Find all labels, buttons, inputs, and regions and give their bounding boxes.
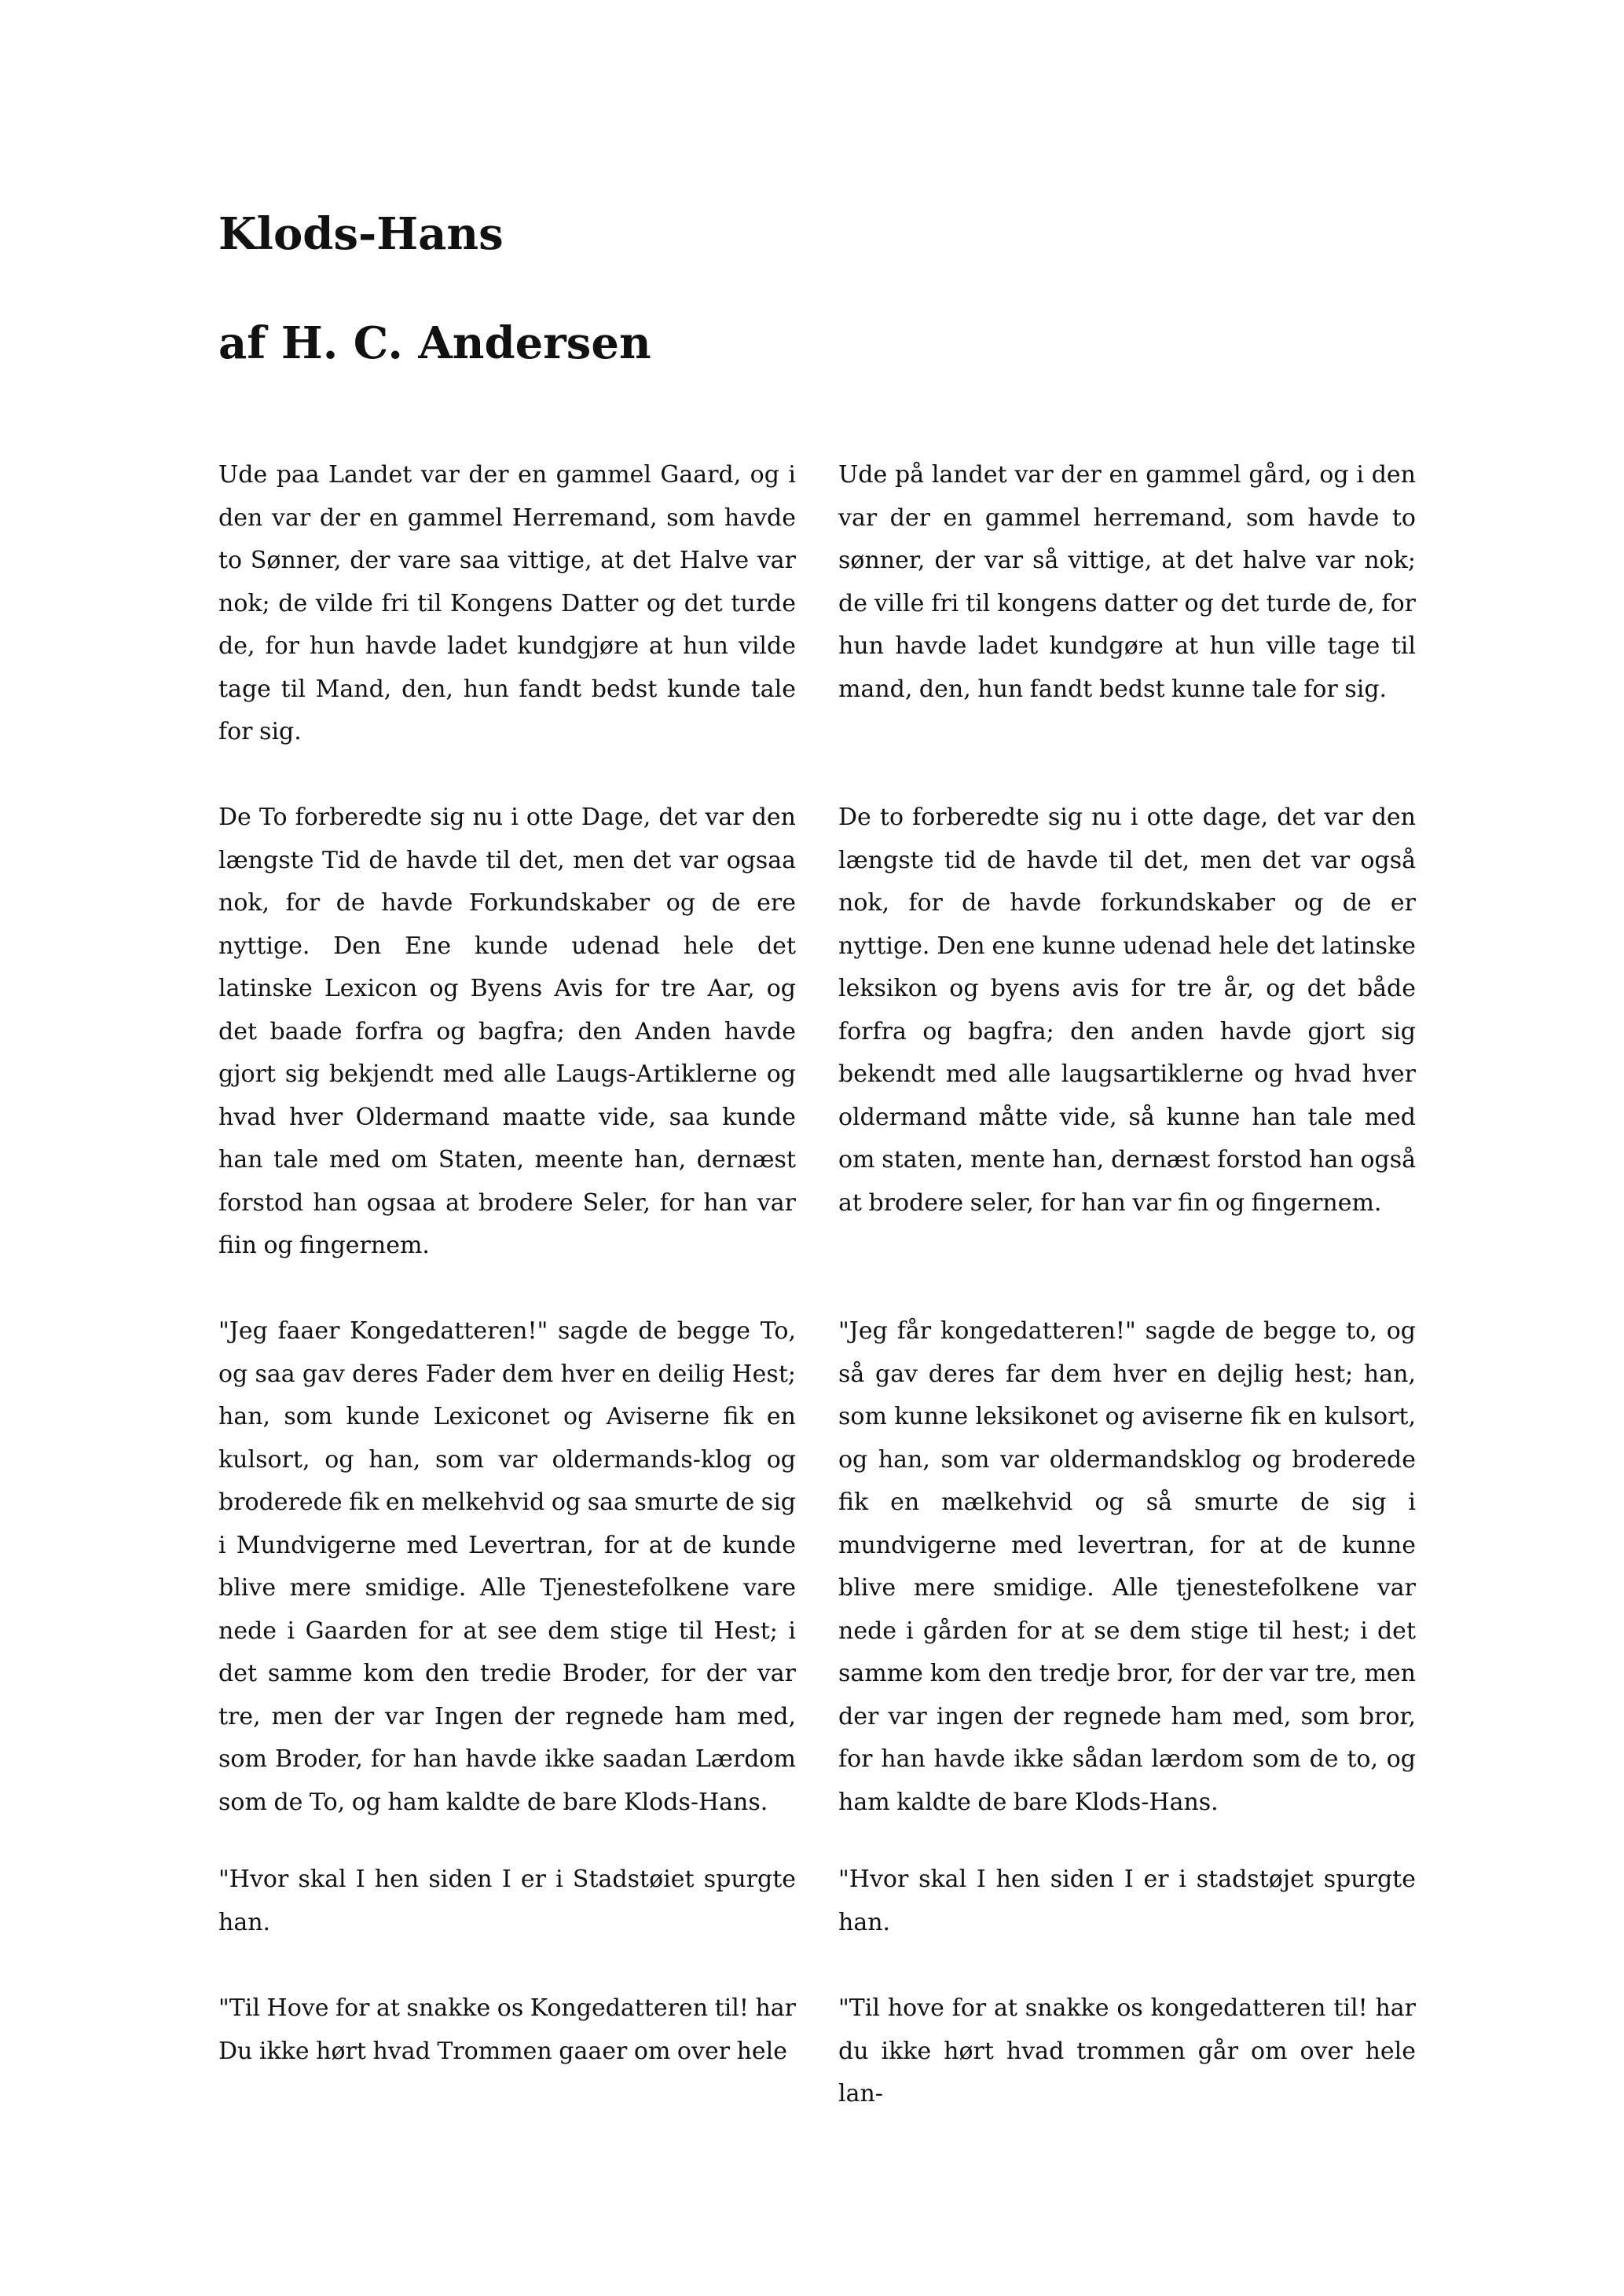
original-paragraph-5: "Til Hove for at snakke os Kongedatteren til! har Du ikke hørt hvad Trommen gaaer om over hele <box>218 1994 796 2065</box>
modern-paragraph-5: "Til hove for at snakke os kongedatteren til! har du ikke hørt hvad trommen går om over hele lan- <box>838 1994 1416 2107</box>
modern-paragraph-3: "Jeg får kongedatteren!" sagde de begge to, og så gav deres far dem hver en dejlig hest; han, som kunne leksikonet og aviserne fik en kulsort, og han, som var oldermandsklog og broderede fik en mælkehvid og så smurte de sig i mundvigerne med levertran, for at de kunne blive mere smidige. Alle tjenestefolkene var nede i gården for at se dem stige til hest; i det samme kom den tredje bror, for der var tre, men der var ingen der regnede ham med, som bror, for han havde ikke sådan lærdom som de to, og ham kaldte de bare Klods-Hans. <box>838 1317 1416 1816</box>
original-paragraph-2: De To forberedte sig nu i otte Dage, det var den længste Tid de havde til det, men det var ogsaa nok, for de havde Forkundskaber og de ere nyttige. Den Ene kunde udenad hele det latinske Lexicon og Byens Avis for tre Aar, og det baade forfra og bagfra; den Anden havde gjort sig bekjendt med alle Laugs-Artiklerne og hvad hver Oldermand maatte vide, saa kunde han tale med om Staten, meente han, dernæst forstod han ogsaa at brodere Seler, for han var fiin og fingernem. <box>218 804 796 1259</box>
original-paragraph-3: "Jeg faaer Kongedatteren!" sagde de begge To, og saa gav deres Fader dem hver en deilig Hest; han, som kunde Lexiconet og Aviserne fik en kulsort, og han, som var oldermands-klog og broderede fik en melkehvid og saa smurte de sig i Mundvigerne med Levertran, for at de kunde blive mere smidige. Alle Tjenestefolkene vare nede i Gaarden for at see dem stige til Hest; i det samme kom den tredie Broder, for der var tre, men der var Ingen der regnede ham med, som Broder, for han havde ikke saadan Lærdom som de To, og ham kaldte de bare Klods-Hans. <box>218 1317 796 1816</box>
original-paragraph-4: "Hvor skal I hen siden I er i Stadstøiet spurgte han. <box>218 1866 796 1936</box>
original-paragraph-1: Ude paa Landet var der en gammel Gaard, og i den var der en gammel Herremand, som havde to Sønner, der vare saa vittige, at det Halve var nok; de vilde fri til Kongens Datter og det turde de, for hun havde ladet kundgjøre at hun vilde tage til Mand, den, hun fandt bedst kunde tale for sig. <box>218 461 796 745</box>
document-page <box>218 0 1416 2296</box>
modern-paragraph-2: De to forberedte sig nu i otte dage, det var den længste tid de havde til det, men det var også nok, for de havde forkundskaber og de er nyttige. Den ene kunne udenad hele det latinske leksikon og byens avis for tre år, og det både forfra og bagfra; den anden havde gjort sig bekendt med alle laugsartiklerne og hvad hver oldermand måtte vide, så kunne han tale med om staten, mente han, dernæst forstod han også at brodere seler, for han var fin og fingernem. <box>838 804 1416 1217</box>
modern-paragraph-1: Ude på landet var der en gammel gård, og i den var der en gammel herremand, som havde to sønner, der var så vittige, at det halve var nok; de ville fri til kongens datter og det turde de, for hun havde ladet kundgøre at hun ville tage til mand, den, hun fandt bedst kunne tale for sig. <box>838 461 1416 703</box>
document-title: Klods-Hans <box>218 208 504 260</box>
document-author: af H. C. Andersen <box>218 317 651 369</box>
modern-paragraph-4: "Hvor skal I hen siden I er i stadstøjet spurgte han. <box>838 1866 1416 1936</box>
